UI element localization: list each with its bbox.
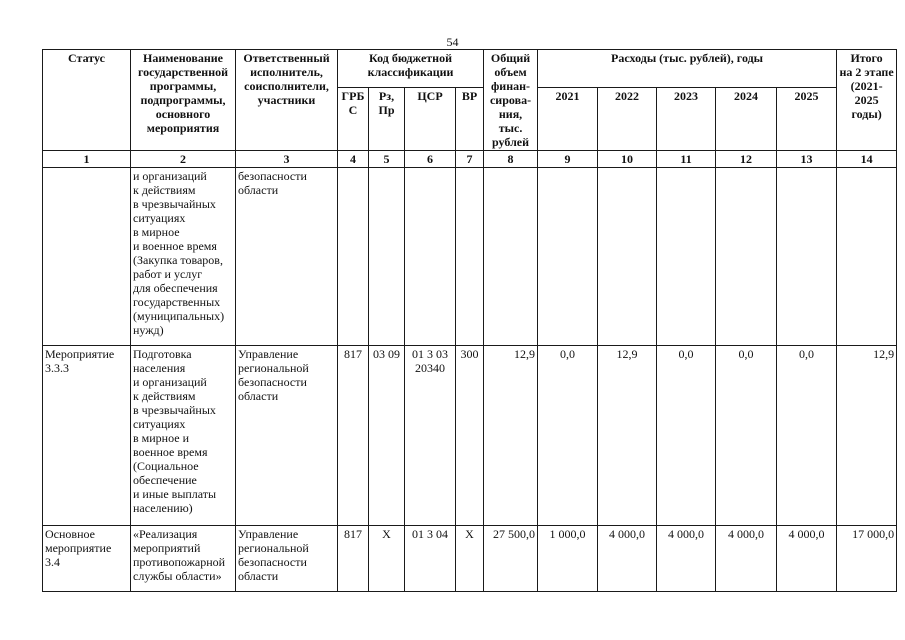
header-expenses: Расходы (тыс. рублей), годы [538, 50, 837, 88]
row-vr: Х [456, 526, 484, 592]
row-2023: 0,0 [657, 346, 716, 526]
header-csr: ЦСР [405, 88, 456, 151]
row-name: «Реализация мероприятий противопожарной службы области» [131, 526, 236, 592]
row-grbs: 817 [338, 346, 369, 526]
row-csr: 01 3 04 [405, 526, 456, 592]
row-status: Основное мероприятие 3.4 [43, 526, 131, 592]
row-executor: Управление региональной безопасности области [236, 346, 338, 526]
column-number-row [43, 151, 897, 168]
row-name: Подготовка населения и организаций к действиям в чрезвычайных ситуациях в мирное и военное время (Социальное обеспечение и иные выплаты населению) [131, 346, 236, 526]
column-number: 8 [484, 151, 538, 168]
header-budget-code: Код бюджетной классификации [338, 50, 484, 88]
column-number: 7 [456, 151, 484, 168]
column-number: 4 [338, 151, 369, 168]
header-status: Статус [43, 50, 131, 151]
column-number: 5 [369, 151, 405, 168]
row-2025: 0,0 [777, 346, 837, 526]
row-rzpr [369, 168, 405, 346]
row-2024: 4 000,0 [716, 526, 777, 592]
header-name: Наименование государственной программы, подпрограммы, основного мероприятия [131, 50, 236, 151]
column-number: 10 [598, 151, 657, 168]
header-total-funding: Общий объем финан- сирова- ния, тыс. рублей [484, 50, 538, 151]
row-2021: 0,0 [538, 346, 598, 526]
header-grbs: ГРБ С [338, 88, 369, 151]
column-number: 9 [538, 151, 598, 168]
row-vr: 300 [456, 346, 484, 526]
row-2021: 1 000,0 [538, 526, 598, 592]
column-number: 12 [716, 151, 777, 168]
row-executor: Управление региональной безопасности области [236, 526, 338, 592]
table-row [43, 168, 897, 346]
row-2022 [598, 168, 657, 346]
header-2025: 2025 [777, 88, 837, 151]
column-number: 2 [131, 151, 236, 168]
column-number: 14 [837, 151, 897, 168]
column-number: 11 [657, 151, 716, 168]
row-stage-total: 12,9 [837, 346, 897, 526]
page-number: 54 [446, 35, 459, 49]
header-2021: 2021 [538, 88, 598, 151]
row-vr [456, 168, 484, 346]
header-executor: Ответственный исполнитель, соисполнители, участники [236, 50, 338, 151]
row-status: Мероприятие 3.3.3 [43, 346, 131, 526]
row-csr [405, 168, 456, 346]
row-stage-total: 17 000,0 [837, 526, 897, 592]
table-row [43, 526, 897, 592]
row-2024: 0,0 [716, 346, 777, 526]
row-2025: 4 000,0 [777, 526, 837, 592]
table-row [43, 346, 897, 526]
header-vr: ВР [456, 88, 484, 151]
row-stage-total [837, 168, 897, 346]
row-2024 [716, 168, 777, 346]
row-2023 [657, 168, 716, 346]
row-2025 [777, 168, 837, 346]
column-number: 13 [777, 151, 837, 168]
row-rzpr: 03 09 [369, 346, 405, 526]
header-2023: 2023 [657, 88, 716, 151]
row-2022: 4 000,0 [598, 526, 657, 592]
row-2022: 12,9 [598, 346, 657, 526]
row-status [43, 168, 131, 346]
row-total [484, 168, 538, 346]
column-number: 3 [236, 151, 338, 168]
header-2022: 2022 [598, 88, 657, 151]
row-total: 12,9 [484, 346, 538, 526]
row-2021 [538, 168, 598, 346]
row-total: 27 500,0 [484, 526, 538, 592]
header-stage-total: Итого на 2 этапе (2021- 2025 годы) [837, 50, 897, 151]
row-name: и организаций к действиям в чрезвычайных ситуациях в мирное и военное время (Закупка товаров, работ и услуг для обеспечения государственных (муниципальных) нужд) [131, 168, 236, 346]
row-grbs: 817 [338, 526, 369, 592]
row-executor: безопасности области [236, 168, 338, 346]
row-csr: 01 3 03 20340 [405, 346, 456, 526]
column-number: 6 [405, 151, 456, 168]
budget-table [42, 49, 897, 592]
column-number: 1 [43, 151, 131, 168]
row-2023: 4 000,0 [657, 526, 716, 592]
row-rzpr: Х [369, 526, 405, 592]
header-2024: 2024 [716, 88, 777, 151]
header-rzpr: Рз, Пр [369, 88, 405, 151]
row-grbs [338, 168, 369, 346]
